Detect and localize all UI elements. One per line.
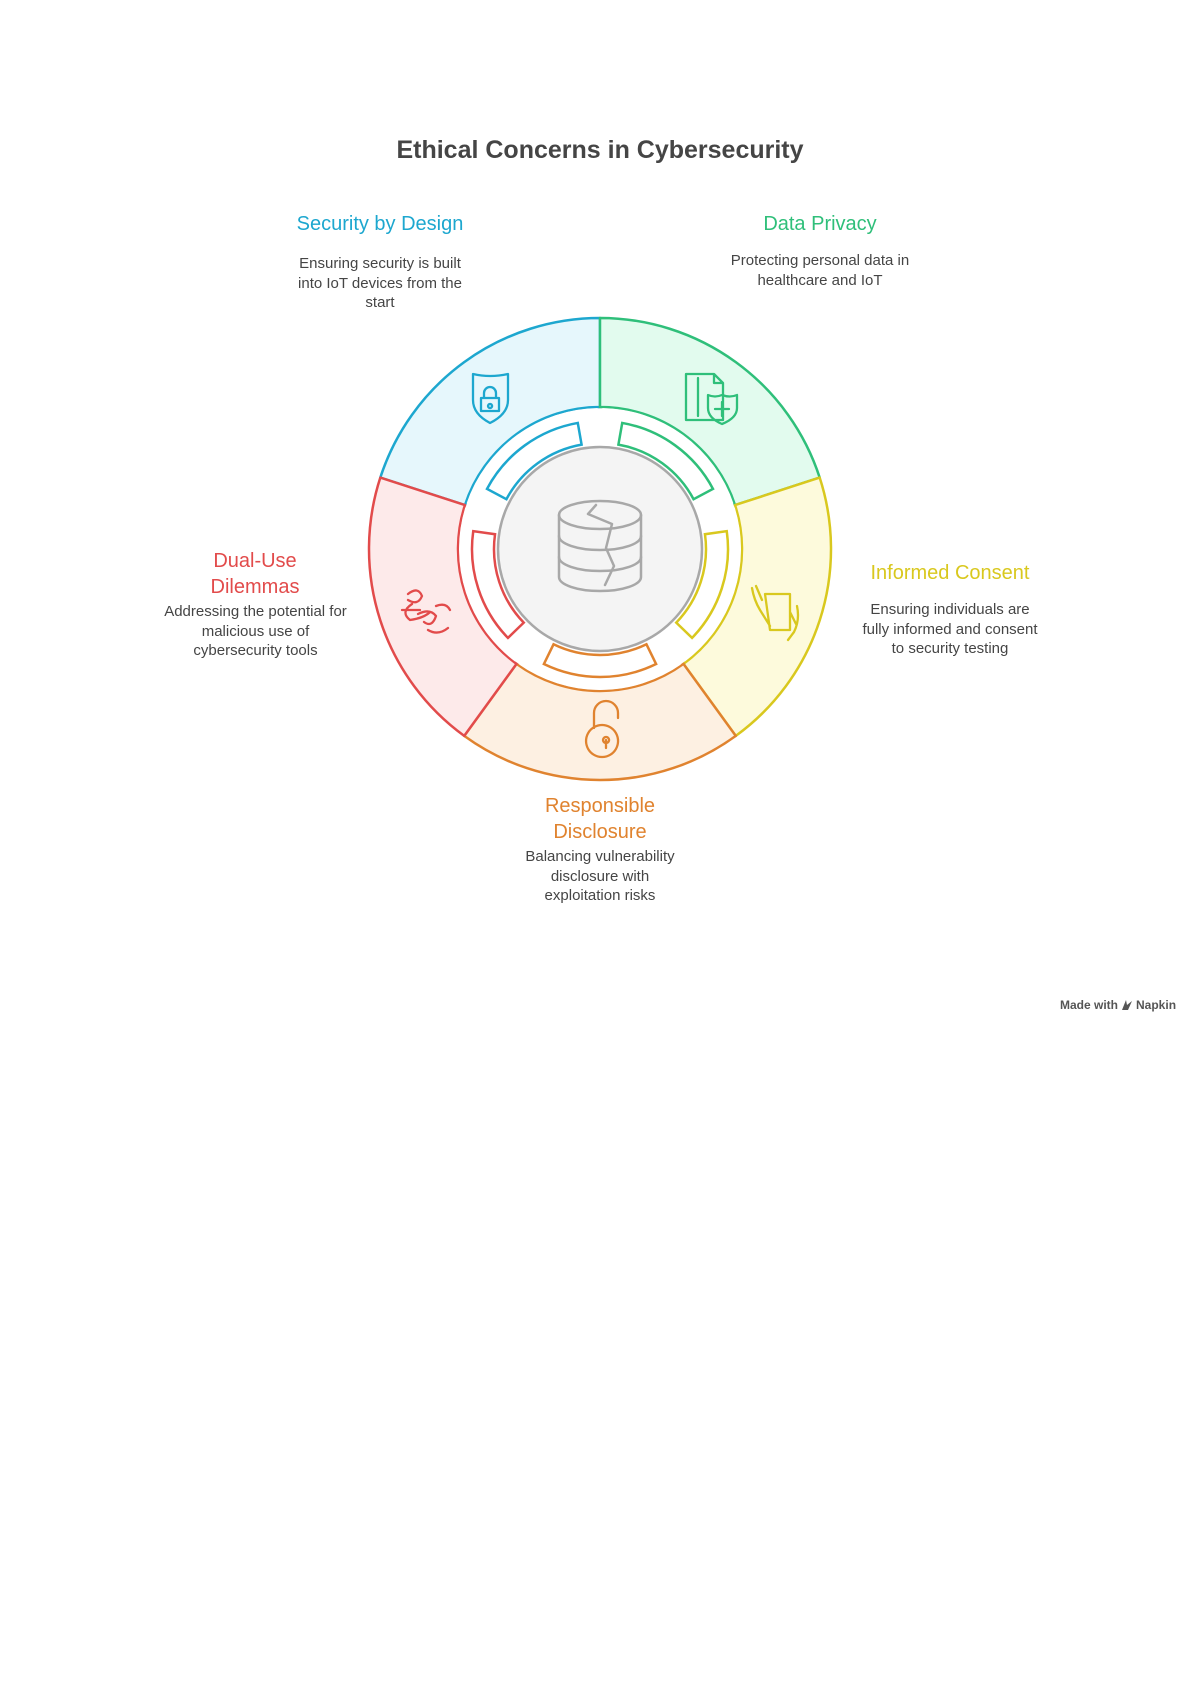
segment-desc-informed-consent: Ensuring individuals are fully informed and consent to security testing [862, 601, 1038, 657]
napkin-logo-icon [1121, 999, 1133, 1011]
segment-desc-security-by-design: Ensuring security is built into IoT devices from the start [298, 255, 462, 311]
segment-desc-data-privacy: Protecting personal data in healthcare and IoT [730, 252, 910, 289]
napkin-brand-label: Napkin [1136, 998, 1177, 1012]
segment-desc-dual-use-dilemmas: Addressing the potential for malicious use of cybersecurity tools [164, 603, 347, 659]
segment-title-informed-consent: Informed Consent [870, 562, 1030, 584]
center-hub [498, 447, 702, 651]
segment-title-data-privacy: Data Privacy [763, 213, 877, 235]
segment-title-responsible-disclosure: Responsible Disclosure [544, 795, 656, 843]
segment-desc-responsible-disclosure: Balancing vulnerability disclosure with exploitation risks [525, 848, 675, 904]
segment-title-dual-use-dilemmas: Dual-Use Dilemmas [210, 550, 300, 598]
segment-title-security-by-design: Security by Design [296, 213, 464, 235]
page-title: Ethical Concerns in Cybersecurity [396, 136, 804, 164]
made-with-label: Made with [1060, 998, 1119, 1012]
made-with-napkin-badge[interactable] [1060, 998, 1176, 1012]
